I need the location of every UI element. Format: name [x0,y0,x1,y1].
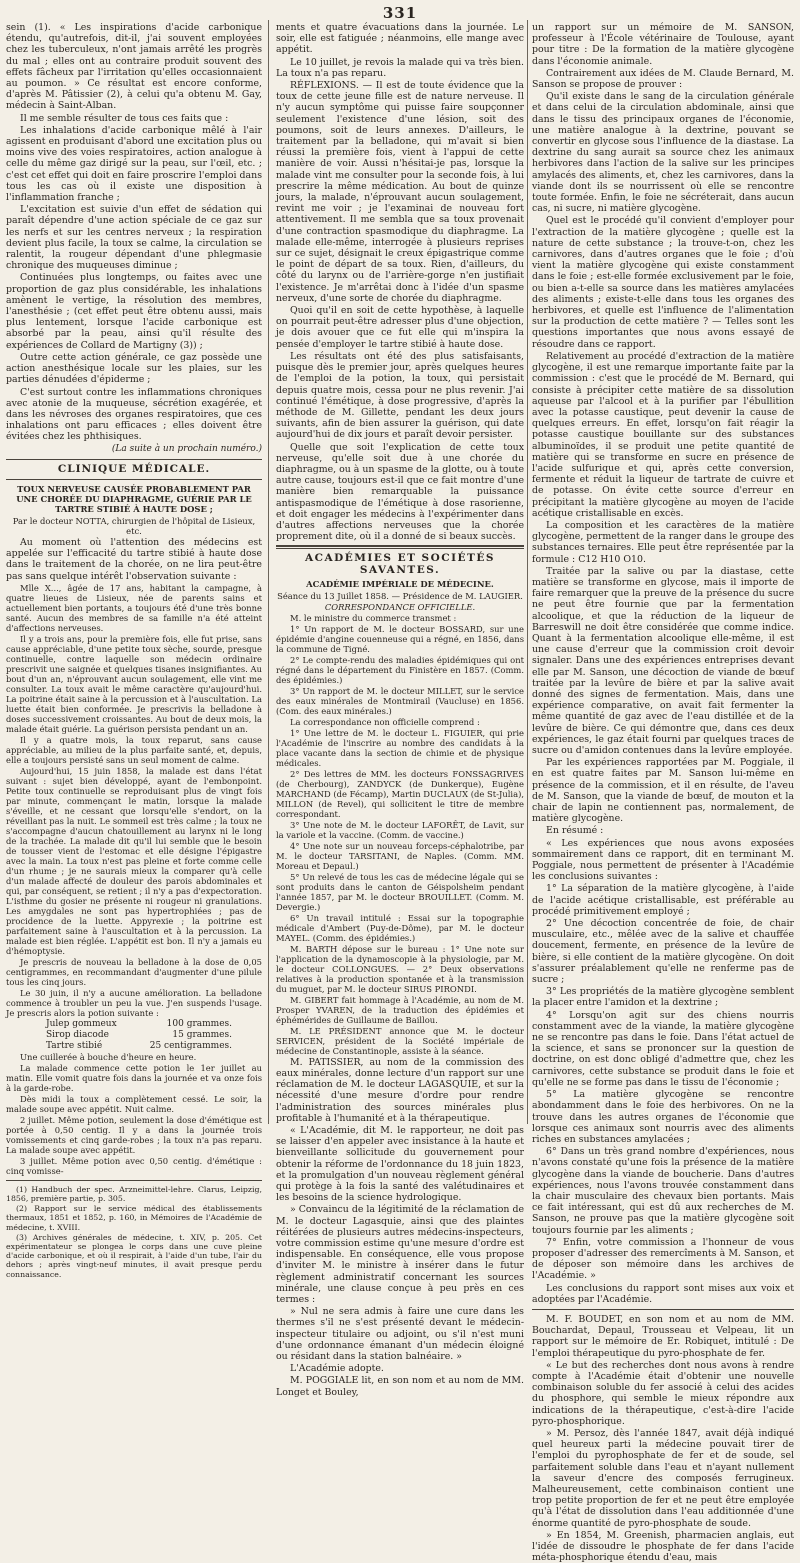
paragraph: 7° Enfin, votre commission a l'honneur de vous proposer d'adresser des remercîments à M. Sanson, et de déposer son mémoire dans les archives de l'Académie. » [532,1236,794,1282]
prescription-line: Sirop diacode 15 grammes. [46,1029,232,1040]
paragraph: 1° Un rapport de M. le docteur BOSSARD, sur une épidémie d'angine couenneuse qui a régné, en 1856, dans la commune de Tigné. [276,623,524,654]
paragraph: La malade commence cette potion le 1er juillet au matin. Elle vomit quatre fois dans la journée et va onze fois à la garde-robe. [6,1062,262,1093]
footnote: (1) Handbuch der spec. Arzneimittel-lehre. Clarus, Leipzig, 1856, première partie, p. 305. [6,1184,262,1203]
paragraph: » M. Persoz, dès l'année 1847, avait déjà indiqué quel heureux parti la médecine pouvait tirer de l'emploi du pyrophosphate de fer et de soude, sel parfaitement soluble dans l'eau et n'ayant nullement la saveur d'encre des composés ferrugineux. Malheureusement, cette combinaison contient une trop petite proportion de fer et ne peut être employée qu'à l'état de dissolution dans l'eau additionnée d'une énorme quantité de pyro-phosphate de soude. [532,1427,794,1529]
paragraph: 6° Un travail intitulé : Essai sur la topographie médicale d'Ambert (Puy-de-Dôme), par M. le docteur MAYEL. (Comm. des épidémies.) [276,912,524,943]
continuation-note: (La suite à un prochain numéro.) [111,443,262,454]
paragraph: Les conclusions du rapport sont mises aux voix et adoptées par l'Académie. [532,1282,794,1305]
paragraph: M. LE PRÉSIDENT annonce que M. le docteur SERVICEN, président de la Société impériale de médecine de Constantinople, assiste à la séance. [276,1025,524,1056]
session-line: Séance du 13 Juillet 1858. — Présidence de M. LAUGIER. [277,590,523,601]
paragraph: Outre cette action générale, ce gaz possède une action anesthésique locale sur les plaies, sur les parties dénudées d'épiderme ; [6,351,262,386]
prescription [6,1019,262,1052]
paragraph: Le 10 juillet, je revois la malade qui va très bien. La toux n'a pas reparu. [276,56,524,79]
section-title: CLINIQUE MÉDICALE. [57,462,211,475]
paragraph: Quel est le procédé qu'il convient d'employer pour l'extraction de la matière glycogène ; quelle est la nature de cette substance ; la trouve-t-on, chez les carnivores, dans d'autres organes que le foie ; d'où vient la matière glycogène qui existe constamment dans le foie ; est-elle formée exclusivement par le foie, ou bien a-t-elle sa source dans les matières amylacées des aliments ; existe-t-elle dans tous les organes des herbivores, et quelle est l'influence de l'alimentation sur la production de cette matière ? — Telles sont les questions importantes que nous avons essayé de résoudre dans ce rapport. [532,215,794,350]
paragraph: 3° Un rapport de M. le docteur MILLET, sur le service des eaux minérales de Montmirail (Vaucluse) en 1856. (Com. des eaux minérales.) [276,685,524,716]
paragraph: Qu'il existe dans le sang de la circulation générale et dans celui de la circulation abdominale, ainsi que dans le tissu des principaux organes de l'économie, une matière analogue à la dextrine, pouvant se convertir en glycose sous l'influence de la diastase. La dextrine du sang aurait sa source chez les animaux herbivores dans l'action de la salive sur les principes amylacés des aliments, et, chez les carnivores, dans la viande dont ils se nourrissent où elle se rencontre toute formée. Enfin, le foie ne sécréterait, dans aucun cas, ni sucre, ni matière glycogène. [532,91,794,215]
paragraph: M. PATISSIER, au nom de la commission des eaux minérales, donne lecture d'un rapport sur une réclamation de M. le docteur LAGASQUIE, et sur la nécessité d'une mesure d'ordre pour rendre l'administration des sources minérales plus profitable à l'humanité et à la thérapeutique. [276,1056,524,1124]
paragraph: Les inhalations d'acide carbonique mêlé à l'air agissent en produisant d'abord une excitation plus ou moins vive des voies respiratoires, action analogue à celle du même gaz dirigé sur la peau, sur l'œil, etc. ; c'est cet effet qui doit en faire proscrire l'emploi dans tous les cas où il existe une disposition à l'inflammation franche ; [6,124,262,204]
paragraph: 1° Une lettre de M. le docteur L. FIGUIER, qui prie l'Académie de l'inscrire au nombre des candidats à la place vacante dans la section de chimie et de physique médicales. [276,727,524,768]
paragraph: 2° Le compte-rendu des maladies épidémiques qui ont régné dans le département du Finistère en 1857. (Comm. des épidémies.) [276,654,524,685]
paragraph: Par les expériences rapportées par M. Poggiale, il en est quatre faites par M. Sanson lui-même en présence de la commission, et il en résulte, de l'aveu de M. Sanson, que la viande de bœuf, de mouton et la chair de lapin ne contiennent pas, normalement, de matière glycogène. [532,757,794,825]
paragraph: 2 juillet. Même potion, seulement la dose d'émétique est portée à 0,50 centig. Il y a dans la journée trois vomissements et cinq garde-robes ; la toux n'a pas reparu. La malade soupe avec appétit. [6,1114,262,1155]
paragraph: 4° Lorsqu'on agit sur des chiens nourris constamment avec de la viande, la matière glycogène ne se rencontre pas dans le foie. Dans l'état actuel de la science, et sans se prononcer sur la question de doctrine, on est donc obligé d'admettre que, chez les carnivores, cette substance se produit dans le foie et qu'elle ne se forme pas dans le tissu de l'économie ; [532,1009,794,1088]
divider [276,548,524,549]
paragraph: Mlle X..., âgée de 17 ans, habitant la campagne, à quatre lieues de Lisieux, née de parents sains et actuellement bien portants, a toujours été d'une très bonne santé. Aucun des membres de sa famille n'a été atteint d'affections nerveuses. [6,582,262,633]
divider [6,479,262,480]
page-number: 331 [382,4,418,22]
divider [276,545,524,547]
section-title: ACADÉMIES ET SOCIÉTÉS SAVANTES. [305,552,495,576]
paragraph: M. le ministre du commerce transmet : [290,612,457,623]
column-left [6,22,262,1279]
paragraph: » En 1854, M. Greenish, pharmacien anglais, eut l'idée de dissoudre le phosphate de fer dans l'acide méta-phosphorique étendu d'eau, mais [532,1529,794,1563]
paragraph: Les résultats ont été des plus satisfaisants, puisque dès le premier jour, après quelques heures de l'emploi de la potion, la toux, qui persistait depuis quatre mois, cessa pour ne plus revenir. J'ai continué l'émétique, à dose progressive, d'après la méthode de M. Gillette, pendant les deux jours suivants, afin de bien assurer la guérison, qui date aujourd'hui de dix jours et paraît devoir persister. [276,350,524,441]
paragraph: Au moment où l'attention des médecins est appelée sur l'efficacité du tartre stibié à haute dose dans le traitement de la chorée, on ne lira peut-être pas sans quelque intérêt l'observation suivante : [6,536,262,582]
paragraph: ments et quatre évacuations dans la journée. Le soir, elle est fatiguée ; néanmoins, elle mange avec appétit. [276,22,524,56]
column-divider [527,20,528,1124]
paragraph: M. POGGIALE lit, en son nom et au nom de MM. Longet et Bouley, [276,1375,524,1398]
paragraph: 5° La matière glycogène se rencontre abondamment dans le foie des herbivores. On ne la trouve dans les autres organes de l'économie que lorsque ces animaux sont nourris avec des aliments riches en substances amylacées ; [532,1089,794,1145]
paragraph: » Nul ne sera admis à faire une cure dans les thermes s'il ne s'est présenté devant le médecin-inspecteur titulaire ou adjoint, ou s'il n'est muni d'une ordonnance émanant d'un médecin éloigné ou résidant dans la station balnéaire. » [276,1306,524,1363]
paragraph: 3° Une note de M. le docteur LAFORÊT, de Lavit, sur la variole et la vaccine. (Comm. de vaccine.) [276,819,524,840]
paragraph: « Le but des recherches dont nous avons à rendre compte à l'Académie était d'obtenir une nouvelle combinaison soluble du fer associé à celui des acides du phosphore, qui semble le mieux répondre aux indications de la thérapeutique, c'est-à-dire l'acide pyro-phosphorique. [532,1359,794,1427]
paragraph: Il me semble résulter de tous ces faits que : [20,112,229,124]
paragraph: Aujourd'hui, 15 juin 1858, la malade est dans l'état suivant : sujet bien développé, ayant de l'embonpoint. Petite toux continuelle se reproduisant plus de vingt fois par minute, commençant le matin, lorsque la malade s'éveille, et ne cessant que lorsqu'elle s'endort, on la réveillant pas la nuit. Le sommeil est très calme ; la toux ne s'accompagne d'aucun chatouillement au larynx ni le long de la trachée. La malade dit qu'il lui semble que le besoin de tousser vient de l'estomac et elle désigne l'épigastre avec la main. La toux n'est pas pleine et forte comme celle d'un rhume ; je ne saurais mieux la comparer qu'à celle d'un malade affecté de douleur des parois abdominales et qui, par conséquent, se retient ; il n'y a pas d'expectoration. L'isthme du gosier ne présente ni rougeur ni granulations. Les amygdales ne sont pas hypertrophiées ; pas de procidence de la luette. Appyrexie ; la poitrine est parfaitement saine à l'auscultation et à la percussion. La malade est bien réglée. L'appétit est bon. Il n'y a jamais eu d'hémoptysie. [6,765,262,956]
paragraph: 2° Une décoction concentrée de foie, de chair musculaire, etc., mêlée avec de la salive et chauffée doucement, fermente, en présence de la levûre de bière, si elle contient de la matière glycogène. On doit s'assurer préalablement qu'elle ne renferme pas de sucre ; [532,918,794,986]
paragraph: La correspondance non officielle comprend : [290,716,480,727]
paragraph: Le 30 juin, il n'y a aucune amélioration. La belladone commence à troubler un peu la vue. J'en suspends l'usage. Je prescris alors la potion suivante : [6,987,262,1018]
paragraph: RÉFLEXIONS. — Il est de toute évidence que la toux de cette jeune fille est de nature nerveuse. Il n'y aucun symptôme qui puisse faire soupçonner seulement l'existence d'une lésion, soit des poumons, soit de leurs annexes. D'ailleurs, le traitement par la belladone, qui m'avait si bien réussi la première fois, vient à l'appui de cette manière de voir. Aussi n'hésitai-je pas, lorsque la malade vint me consulter pour la seconde fois, à lui prescrire la même médication. Au bout de quinze jours, la malade, n'éprouvant aucun soulagement, revint me voir ; je l'examinai de nouveau fort attentivement. Il me sembla que sa toux provenait d'une contraction spasmodique du diaphragme. La malade elle-même, interrogée à plusieurs reprises sur ce sujet, désignait le creux épigastrique comme le point de départ de sa toux. Rien, d'ailleurs, du côté du larynx ou de l'arrière-gorge n'en justifiait l'existence. Je m'arrêtai donc à l'idée d'un spasme nerveux, d'une sorte de chorée du diaphragme. [276,80,524,304]
paragraph: 6° Dans un très grand nombre d'expériences, nous n'avons constaté qu'une fois la présence de la matière glycogène dans la viande de boucherie. Dans d'autres expériences, nous l'avons trouvée constamment dans la chair musculaire des chevaux bien portants. Mais ce fait intéressant, qui est dû aux recherches de M. Sanson, ne prouve pas que la matière glycogène soit toujours fournie par les aliments ; [532,1146,794,1236]
paragraph: Il y a quatre mois, la toux reparut, sans cause appréciable, au milieu de la plus parfaite santé, et, depuis, elle a toujours persisté sans un seul moment de calme. [6,734,262,765]
correspondence-title: CORRESPONDANCE OFFICIELLE. [324,601,476,612]
footnote-divider [6,1180,262,1181]
paragraph: En résumé : [546,825,604,837]
paragraph: La composition et les caractères de la matière glycogène, permettent de la ranger dans le groupe des substances ternaires. Elle peut être représentée par la formule : C12 H10 O10. [532,519,794,565]
article-title: TOUX NERVEUSE CAUSÉE PROBABLEMENT PAR UNE CHORÉE DU DIAPHRAGME, GUÉRIE PAR LE TARTRE STIBIÉ À HAUTE DOSE ; [16,483,252,514]
paragraph: Je prescris de nouveau la belladone à la dose de 0,05 centigrammes, en recommandant d'augmenter d'une pilule tous les cinq jours. [6,956,262,987]
paragraph: 2° Des lettres de MM. les docteurs FONSSAGRIVES (de Cherbourg), ZANDYCK (de Dunkerque), Eugène MARCHAND (de Fécamp), Martin DUCLAUX (de St-Julia), MILLON (de Revel), qui sollicitent le titre de membre correspondant. [276,768,524,819]
paragraph: Il y a trois ans, pour la première fois, elle fut prise, sans cause appréciable, d'une petite toux sèche, sourde, presque continuelle, contre laquelle son médecin ordinaire prescrivit une saignée et quelques tisanes insignifiantes. Au bout d'un an, n'éprouvant aucun soulagement, elle vint me consulter. La toux avait le même caractère qu'aujourd'hui. La poitrine était saine à la percussion et à l'auscultation. La luette était bien conformée. Je prescrivis la belladone à doses successivement croissantes. Au bout de deux mois, la malade était guérie. La guérison persista pendant un an. [6,633,262,734]
column-right [532,22,794,1563]
paragraph: M. BARTH dépose sur le bureau : 1° Une note sur l'application de la dynamoscopie à la physiologie, par M. le docteur COLLONGUES. — 2° Deux observations relatives à la production spontanée et à la transmission du muguet, par M. le docteur SIRUS PIRONDI. [276,943,524,994]
footnote: (2) Rapport sur le service médical des établissements thermaux, 1851 et 1852, p. 160, in Mémoires de l'Académie de médecine, t. XVIII. [6,1204,262,1232]
paragraph: 5° Un relevé de tous les cas de médecine légale qui se sont produits dans le canton de Géispolsheim pendant l'année 1857, par M. le docteur BROUILLET. (Comm. M. Devergie.) [276,871,524,912]
academy-name: ACADÉMIE IMPÉRIALE DE MÉDECINE. [306,578,494,589]
paragraph: 3 juillet. Même potion avec 0,50 centig. d'émétique : cinq vomisse- [6,1155,262,1176]
prescription-line: Tartre stibié 25 centigrammes. [46,1040,232,1051]
divider [532,1309,794,1310]
paragraph: « Les expériences que nous avons exposées sommairement dans ce rapport, dit en terminant M. Poggiale, nous permettent de présenter à l'Académie les conclusions suivantes : [532,837,794,883]
paragraph: L'Académie adopte. [290,1363,384,1375]
paragraph: Contrairement aux idées de M. Claude Bernard, M. Sanson se propose de prouver : [532,67,794,91]
paragraph: 1° La séparation de la matière glycogène, à l'aide de l'acide acétique cristallisable, est préférable au procédé primitivement employé ; [532,883,794,917]
paragraph: L'excitation est suivie d'un effet de sédation qui paraît dépendre d'une action spéciale de ce gaz sur les nerfs et sur les centres nerveux ; la respiration devient plus facile, la toux se calme, la circulation se ralentit, la rougeur dépendant d'une phlegmasie chronique des muqueuses diminue ; [6,204,262,272]
footnote: (3) Archives générales de médecine, t. XIV, p. 205. Cet expérimentateur se plongea le corps dans une cuve pleine d'acide carbonique, et où il respirait, à l'aide d'un tube, l'air du dehors ; après vingt-neuf minutes, il avait presque perdu connaissance. [6,1232,262,1279]
paragraph: un rapport sur un mémoire de M. SANSON, professeur à l'École vétérinaire de Toulouse, ayant pour titre : De la formation de la matière glycogène dans l'économie animale. [532,22,794,67]
paragraph: 3° Les propriétés de la matière glycogène semblent la placer entre l'amidon et la dextrine ; [532,986,794,1009]
paragraph: M. F. BOUDET, en son nom et au nom de MM. Bouchardat, Depaul, Trousseau et Velpeau, lit un rapport sur le mémoire de Er. Robiquet, intitulé : De l'emploi thérapeutique du pyro-phosphate de fer. [532,1313,794,1359]
article-author: Par le docteur NOTTA, chirurgien de l'hôpital de Lisieux, etc. [12,515,256,536]
paragraph: Une cuillerée à bouche d'heure en heure. [20,1051,197,1062]
paragraph: » Convaincu de la légitimité de la réclamation de M. le docteur Lagasquie, ainsi que des plaintes réitérées de plusieurs autres médecins-inspecteurs, votre commission estime qu'une mesure d'ordre est indispensable. En conséquence, elle vous propose d'inviter M. le ministre à insérer dans le futur règlement administratif concernant les sources minérale, une clause conçue à peu près en ces termes : [276,1204,524,1306]
paragraph: « L'Académie, dit M. le rapporteur, ne doit pas se laisser d'en appeler avec insistance à la haute et bienveillante sollicitude du gouvernement pour obtenir la réforme de l'ordonnance du 18 juin 1823, et la promulgation d'un nouveau règlement général qui protège à la fois la santé des valétudinaires et les besoins de la science hydrologique. [276,1124,524,1204]
paragraph: C'est surtout contre les inflammations chroniques avec atonie de la muqueuse, sécrétion exagérée, et dans les névroses des organes respiratoires, que ces inhalations ont paru efficaces ; elles doivent être évitées chez les phthisiques. [6,386,262,443]
paragraph: 4° Une note sur un nouveau forceps-céphalotribe, par M. le docteur TARSITANI, de Naples. (Comm. MM. Moreau et Depaul.) [276,840,524,871]
paragraph: Quelle que soit l'explication de cette toux nerveuse, qu'elle soit due à une chorée du diaphragme, ou à un spasme de la glotte, ou à toute autre cause, toujours est-il que ce fait montre d'une manière bien remarquable la puissance antispasmodique de l'émétique à dose rasorienne, et doit engager les médecins à l'expérimenter dans d'autres affections nerveuses que la chorée proprement dite, où il a donné de si beaux succès. [276,441,524,543]
paragraph: Quoi qu'il en soit de cette hypothèse, à laquelle on pourrait peut-être adresser plus d'une objection, je dois avouer que ce fut elle qui m'inspira la pensée d'employer le tartre stibié à haute dose. [276,305,524,350]
paragraph: Continuées plus longtemps, ou faites avec une proportion de gaz plus considérable, les inhalations amènent le vertige, la résolution des membres, l'anesthésie ; (cet effet peut être obtenu aussi, mais plus lentement, lorsque l'acide carbonique est absorbé par la peau, ainsi qu'il résulte des expériences de Collard de Martigny (3)) ; [6,272,262,351]
paragraph: Relativement au procédé d'extraction de la matière glycogène, il est une remarque importante faite par la commission : c'est que le procédé de M. Bernard, qui consiste à précipiter cette matière de sa dissolution aqueuse par l'alcool et à la purifier par l'ébullition avec la potasse caustique, peut devenir la cause de quelques erreurs. En effet, lorsqu'on fait réagir la potasse caustique bouillante sur des substances albuminoïdes, il se produit une petite quantité de matière qui se transforme en sucre en présence de l'acide sulfurique et qui, après cette conversion, fermente et réduit la liqueur de tartrate de cuivre et de potasse. On évite cette source d'erreur en précipitant la matière glycogène au moyen de l'acide acétique cristallisable en excès. [532,350,794,519]
column-divider [268,20,269,1124]
column-middle [276,22,524,1398]
paragraph: Dès midi la toux a complètement cessé. Le soir, la malade soupe avec appétit. Nuit calme. [6,1093,262,1114]
prescription-line: Julep gommeux 100 grammes. [46,1018,232,1029]
paragraph: Traitée par la salive ou par la diastase, cette matière se transforme en glycose, mais il importe de faire remarquer que la preuve de la présence du sucre ne peut être fournie que par la fermentation alcoolique, et que la réduction de la liqueur de Barreswill ne doit être considérée que comme indice. Quant à la fermentation alcoolique elle-même, il est une cause d'erreur que la commission croit devoir signaler. Dans une des expériences entreprises devant elle par M. Sanson, une décoction de viande de bœuf traitée par la levûre de bière et par la salive avait donné des signes de fermentation. Mais, dans une expérience comparative, on avait fait fermenter la même quantité de gaz avec de l'eau distillée et de la levûre de bière. Ce qui démontre que, dans ces deux expériences, le gaz était fourni par quelques traces de sucre ou d'amidon contenues dans la levûre employée. [532,565,794,756]
divider [6,459,262,460]
paragraph: M. GIBERT fait hommage à l'Académie, au nom de M. Prosper YVAREN, de la traduction des épidémies et éphémérides de Guillaume de Baillou. [276,994,524,1025]
paragraph: sein (1). « Les inspirations d'acide carbonique étendu, qu'autrefois, dit-il, j'ai souvent employées chez les tuberculeux, n'ont jamais arrêté les progrès du mal ; elles ont au contraire produit souvent des effets fâcheux par l'irritation qu'elles occasionnaient au poumon. » Ce résultat est encore conforme, d'après M. Pâtissier (2), à celui qu'a obtenu M. Gay, médecin à Saint-Alban. [6,22,262,112]
